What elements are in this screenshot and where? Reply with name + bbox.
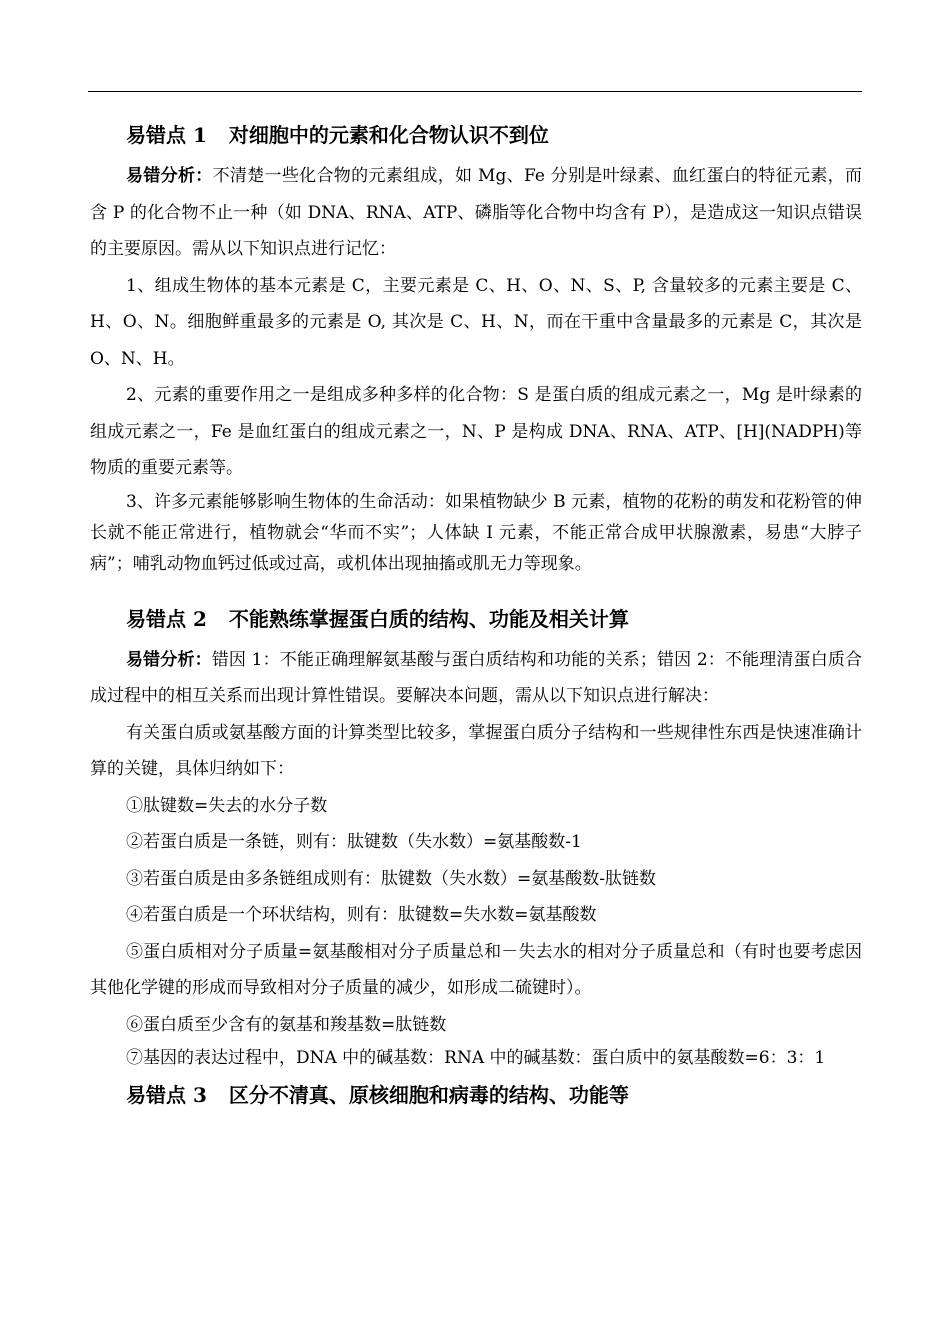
section1-analysis-text: 不清楚一些化合物的元素组成，如 Mg、Fe 分别是叶绿素、血红蛋白的特征元素，而含 P 的化合物不止一种（如 DNA、RNA、ATP、磷脂等化合物中均含有 P），是造成这一知识点错误的主要原因。需从以下知识点进行记忆： <box>90 166 863 259</box>
header-rule <box>88 91 862 92</box>
formula-6: ⑥蛋白质至少含有的氨基和羧基数=肽链数 <box>126 1014 447 1035</box>
formula-7: ⑦基因的表达过程中，DNA 中的碱基数：RNA 中的碱基数：蛋白质中的氨基酸数=6：3：1 <box>126 1048 826 1068</box>
section1-heading-title: 对细胞中的元素和化合物认识不到位 <box>228 123 549 147</box>
section1-heading-label: 易错点 1 <box>126 123 207 147</box>
section3-heading-label: 易错点 3 <box>126 1083 207 1107</box>
section2-analysis-label: 易错分析： <box>126 649 212 670</box>
section2-analysis-text: 错因 1：不能正确理解氨基酸与蛋白质结构和功能的关系；错因 2：不能理清蛋白质合成过程中的相互关系而出现计算性错误。要解决本问题，需从以下知识点进行解决： <box>90 649 862 706</box>
formula-3: ③若蛋白质是由多条链组成则有：肽键数（失水数）=氨基酸数-肽链数 <box>126 868 656 889</box>
section2-heading-title: 不能熟练掌握蛋白质的结构、功能及相关计算 <box>228 606 629 631</box>
section1-heading <box>90 120 862 150</box>
formula-1: ①肽键数=失去的水分子数 <box>126 795 328 816</box>
section1-analysis-label: 易错分析： <box>126 166 213 186</box>
section3-heading-title: 区分不清真、原核细胞和病毒的结构、功能等 <box>228 1083 629 1107</box>
formula-4: ④若蛋白质是一个环状结构，则有：肽键数=失水数=氨基酸数 <box>126 905 597 925</box>
section2-heading-label: 易错点 2 <box>126 606 207 631</box>
formula-2: ②若蛋白质是一条链，则有：肽键数（失水数）=氨基酸数-1 <box>126 832 582 852</box>
section1-analysis <box>90 158 862 268</box>
formula-5: ⑤蛋白质相对分子质量=氨基酸相对分子质量总和－失去水的相对分子质量总和（有时也要考虑因其他化学键的形成而导致相对分子质量的减少，如形成二硫键时）。 <box>90 941 862 998</box>
document-body <box>90 120 862 1110</box>
section1-point-2: 2、元素的重要作用之一是组成多种多样的化合物：S 是蛋白质的组成元素之一，Mg 是叶绿素的组成元素之一，Fe 是血红蛋白的组成元素之一，N、P 是构成 DNA、RNA、ATP、[H](NADPH)等物质的重要元素等。 <box>90 385 862 478</box>
section1-point-3: 3、许多元素能够影响生物体的生命活动：如果植物缺少 B 元素，植物的花粉的萌发和花粉管的伸长就不能正常进行，植物就会“华而不实”；人体缺 I 元素，不能正常合成甲状腺激素，易患“大脖子病”；哺乳动物血钙过低或过高，或机体出现抽搐或肌无力等现象。 <box>90 491 862 574</box>
section3-heading <box>90 1080 862 1110</box>
section2-intro: 有关蛋白质或氨基酸方面的计算类型比较多，掌握蛋白质分子结构和一些规律性东西是快速准确计算的关键，具体归纳如下： <box>90 722 862 779</box>
section2-analysis <box>90 642 862 715</box>
section2-heading <box>90 604 862 634</box>
section1-point-1: 1、组成生物体的基本元素是 C，主要元素是 C、H、O、N、S、P, 含量较多的元素主要是 C、H、O、N。细胞鲜重最多的元素是 O, 其次是 C、H、N，而在干重中含量最多的元素是 C，其次是 O、N、H。 <box>90 275 862 369</box>
